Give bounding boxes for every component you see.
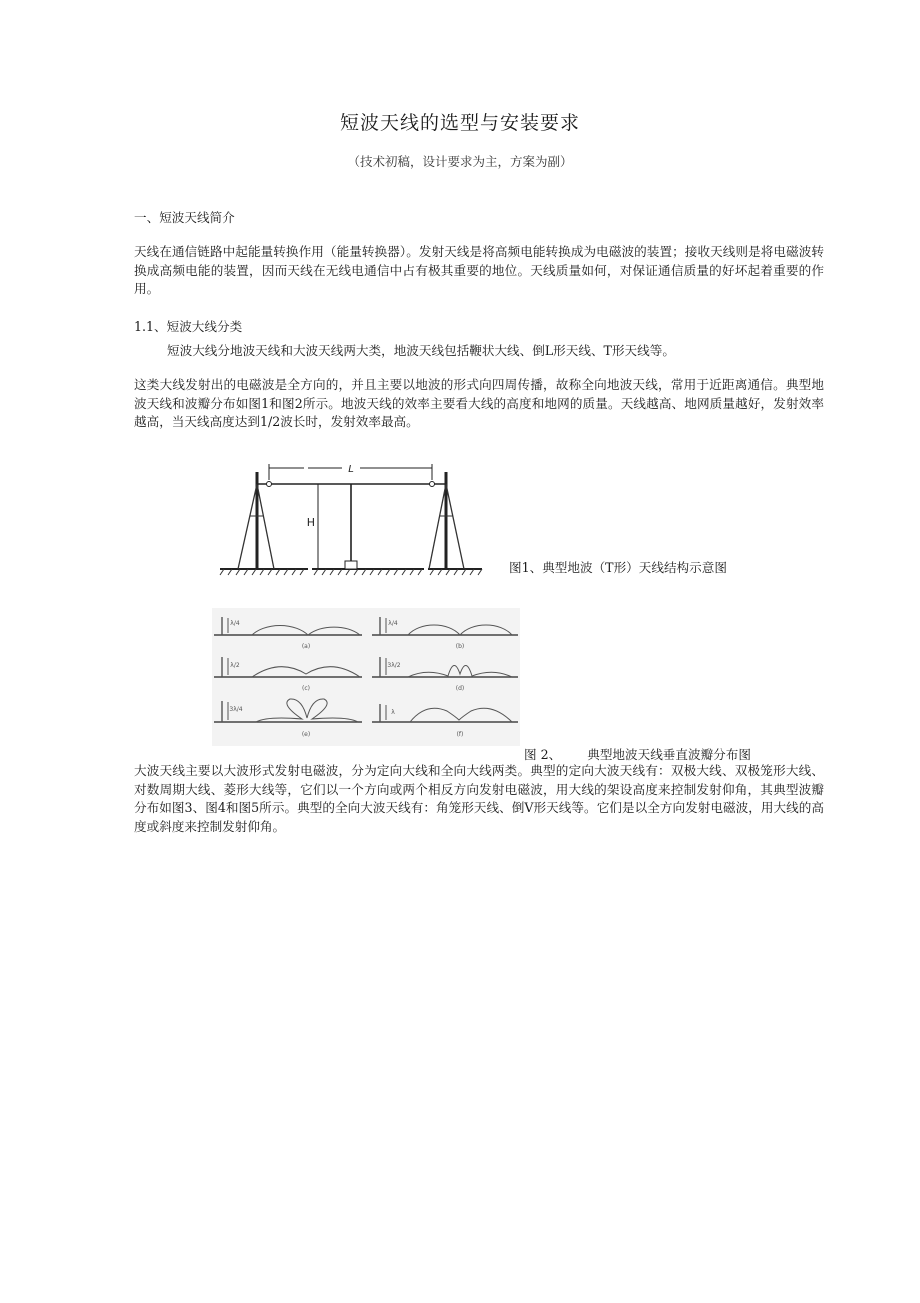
height-label-f: λ <box>391 709 395 716</box>
page-subtitle: （技术初稿，设计要求为主，方案为副） <box>347 154 573 169</box>
classification-paragraph: 短波大线分地波天线和大波天线两大类，地波天线包括鞭状大线、倒L形天线、T形天线等。 <box>167 343 675 358</box>
intro-paragraph: 天线在通信链路中起能量转换作用（能量转换器）。发射天线是将高频电能转换成为电磁波的装置；接收天线则是将电磁波转换成高频电能的装置，因而天线在无线电通信中占有极其重要的地位。天线质量如何，对保证通信质量的好坏起着重要的作用。 <box>134 244 824 296</box>
height-label-d: 3λ/2 <box>387 662 401 669</box>
figure1-antenna-diagram <box>214 458 486 576</box>
figure2-caption <box>524 744 751 763</box>
sky-wave-paragraph: 大波天线主要以大波形式发射电磁波，分为定向大线和全向大线两类。典型的定向大波天线有：双极大线、双极笼形大线、对数周期大线、菱形大线等，它们以一个方向或两个相反方向发射电磁波，用大线的架设高度来控制发射仰角，其典型波瓣分布如图3、图4和图5所示。典型的全向大波天线有：角笼形天线、倒V形天线等。它们是以全方向发射电磁波，用大线的高度或斜度来控制发射仰角。 <box>134 763 824 834</box>
figure2-caption-text: 典型地波天线垂直波瓣分布图 <box>587 747 751 762</box>
section-heading: 一、短波天线简介 <box>134 210 235 225</box>
page-title: 短波天线的选型与安装要求 <box>339 112 580 134</box>
figure1-caption: 图1、典型地波（T形）天线结构示意图 <box>509 560 727 575</box>
subsection-heading: 1.1、短波大线分类 <box>134 319 243 334</box>
panel-label-a: (a) <box>301 643 311 650</box>
span-label: L <box>348 464 354 475</box>
figure2-lobe-diagram <box>212 608 520 746</box>
panel-label-d: (d) <box>455 685 465 692</box>
height-label: H <box>306 516 315 529</box>
panel-label-f: (f) <box>456 731 464 738</box>
height-label-c: λ/2 <box>230 662 240 669</box>
height-label-b: λ/4 <box>388 620 398 627</box>
height-label-e: 3λ/4 <box>229 706 243 713</box>
panel-label-e: (e) <box>301 731 311 738</box>
panel-label-c: (c) <box>302 685 310 692</box>
panel-label-b: (b) <box>455 643 465 650</box>
figure2-label: 图 2、 <box>524 747 562 762</box>
ground-wave-paragraph: 这类大线发射出的电磁波是全方向的，并且主要以地波的形式向四周传播，故称全向地波天线，常用于近距离通信。典型地波天线和波瓣分布如图1和图2所示。地波天线的效率主要看大线的高度和地网的质量。天线越高、地网质量越好，发射效率越高，当天线高度达到1/2波长时，发射效率最高。 <box>134 377 824 429</box>
height-label-a: λ/4 <box>230 620 240 627</box>
